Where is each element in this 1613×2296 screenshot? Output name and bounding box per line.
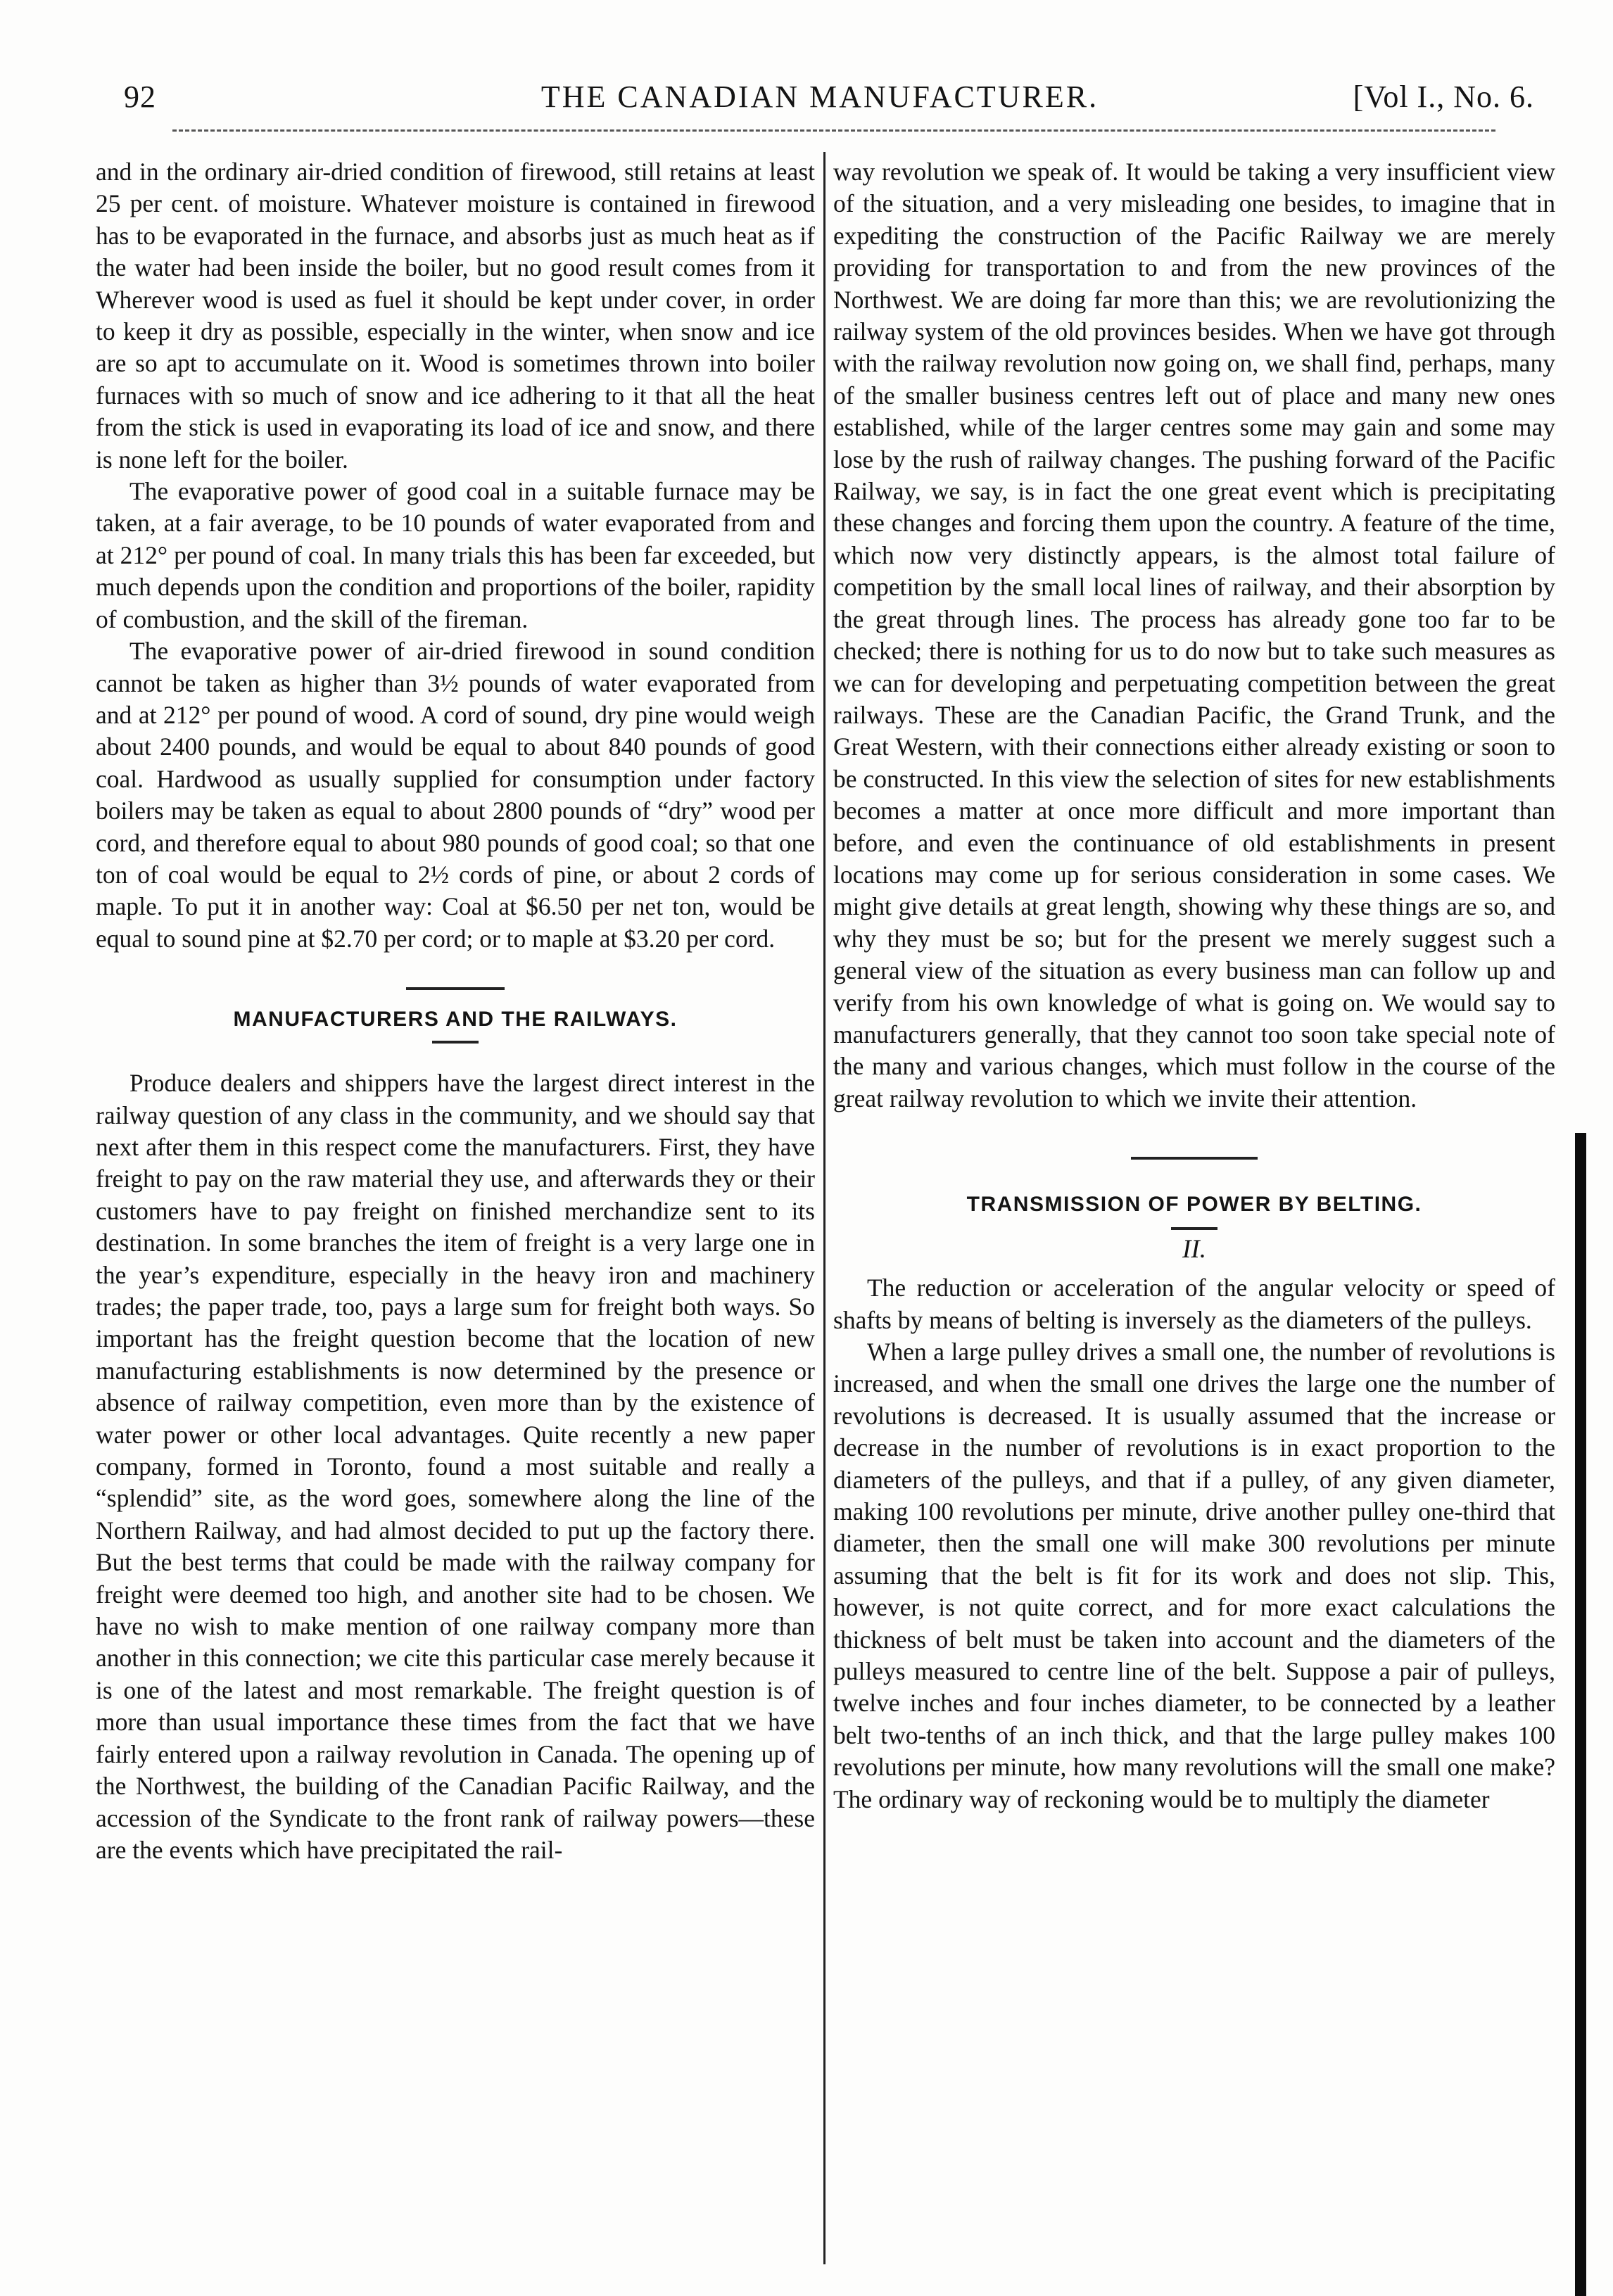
- pulley-revolutions-paragraph: When a large pulley drives a small one, the number of revolutions is increased, and when the small one drives the large one the number of revolutions is decreased. It is usually assumed that the increase or decrease in the number of revolutions is in exact proportion to the diameters of the pulleys, and that if a pulley, of any given diameter, making 100 revolutions per minute, drive another pulley one-third that diameter, then the small one will make 300 revolutions per minute assuming that the belt is fit for its work and does not slip. This, however, is not quite correct, and for more exact calculations the thickness of belt must be taken into account and the diameters of the pulleys measured to centre line of the belt. Suppose a pair of pulleys, twelve inches and four inches diameter, to be connected by a leather belt two-tenths of an inch thick, and that the large pulley makes 100 revolutions per minute, how many revolutions will the small one make? The ordinary way of reckoning would be to multiply the diameter: [833, 1338, 1555, 1813]
- railways-section-heading: MANUFACTURERS AND THE RAILWAYS.: [233, 1008, 678, 1032]
- firewood-paragraph: and in the ordinary air-dried condition of firewood, still retains at least 25 per cent. of moisture. Whatever moisture is contained in firewood has to be evaporated in the furnace, and absorbs just as much heat as if the water had been inside the boiler, but no good result comes from it Wherever wood is used as fuel it should be kept under cover, in order to keep it dry as possible, especially in the winter, when snow and ice are so apt to accumulate on it. Wood is sometimes thrown into boiler furnaces with so much of snow and ice adhering to it that all the heat from the stick is used in evaporating its load of ice and snow, and there is none left for the boiler.: [96, 158, 815, 474]
- spacer: [96, 1044, 815, 1067]
- running-header: [106, 79, 1534, 121]
- coal-evaporative-paragraph: The evaporative power of good coal in a suitable furnace may be taken, at a fair average, to be 10 pounds of water evaporated from and at 212° per pound of coal. In many trials this has been far exceeded, but much depends upon the condition and proportions of the boiler, rapidity of combustion, and the skill of the fireman.: [96, 477, 815, 633]
- scan-edge-shadow: [1575, 1133, 1586, 2296]
- spacer: [833, 1219, 1555, 1227]
- firewood-evaporative-paragraph: The evaporative power of air-dried firewood in sound condition cannot be taken as higher than 3½ pounds of water evaporated from and at 212° per pound of wood. A cord of sound, dry pine would weigh about 2400 pounds, and would be equal to about 840 pounds of good coal. Hardwood as usually supplied for consumption under factory boilers may be taken as equal to about 2800 pounds of “dry” wood per cord, and therefore equal to about 980 pounds of good coal; so that one ton of coal would be equal to 2½ cords of pine, or about 2 cords of maple. To put it in another way: Coal at $6.50 per net ton, would be equal to sound pine at $2.70 per cord; or to maple at $3.20 per cord.: [96, 637, 815, 953]
- spacer: [833, 1160, 1555, 1191]
- spacer: [96, 1034, 815, 1041]
- spacer: [833, 1265, 1555, 1272]
- header-rule: [172, 129, 1495, 132]
- spacer: [833, 1115, 1555, 1157]
- railway-revolution-paragraph: way revolution we speak of. It would be taking a very insufficient view of the situation, and a very misleading one besides, to imagine that in expediting the construction of the Pacific Railway we are merely providing for transportation to and from the new provinces of the Northwest. We are doing far more than this; we are revolutionizing the railway system of the old provinces besides. When we have got through with the railway revolution now going on, we shall find, perhaps, many of the smaller business centres left out of place and many new ones established, while of the larger centres some may gain and some may lose by the rush of railway changes. The pushing forward of the Pacific Railway, we say, is in fact the one great event which is precipitating these changes and forcing them upon the country. A feature of the time, which now very distinctly appears, is the almost total failure of competition by the small local lines of railway, and their absorption by the great through lines. The process has already gone too far to be checked; there is nothing for us to do now but to take such measures as we can for developing and perpetuating competition between the great railways. These are the Canadian Pacific, the Grand Trunk, and the Great Western, with their connections either already existing or soon to be constructed. In this view the selection of sites for new establishments becomes a matter at once more difficult and more important than before, and even the continuance of old establishments in present locations may come up for serious consideration in some cases. We might give details at great length, showing why these things are so, and why they must be so; but for the present we merely suggest such a general view of the situation as every business man can follow up and verify from his own knowledge of what is going on. We would say to manufacturers generally, that they cannot too soon take special note of the many and various changes, which must follow in the course of the great railway revolution to which we invite their attention.: [833, 158, 1555, 1112]
- publication-title: THE CANADIAN MANUFACTURER.: [540, 80, 1099, 114]
- belting-intro-paragraph: The reduction or acceleration of the angular velocity or speed of shafts by means of belting is inversely as the diameters of the pulleys.: [833, 1274, 1555, 1334]
- volume-number: [Vol I., No. 6.: [1353, 80, 1534, 114]
- spacer: [96, 955, 815, 987]
- section-number: II.: [1182, 1235, 1206, 1264]
- belting-section-heading: TRANSMISSION OF POWER BY BELTING.: [966, 1193, 1422, 1217]
- right-column: [833, 156, 1555, 1815]
- page-number: 92: [124, 80, 156, 114]
- left-column: [96, 156, 815, 1866]
- railways-paragraph: Produce dealers and shippers have the largest direct interest in the railway question of any class in the community, and we should say that next after them in this respect come the manufacturers. First, they have freight to pay on the raw material they use, and afterwards they or their customers have to pay freight on finished merchandize sent to its destination. In some branches the item of freight is a very large one in the year’s expenditure, especially in the heavy iron and machinery trades; the paper trade, too, pays a large sum for freight both ways. So important has the freight question become that the location of new manufacturing establishments is now determined by the presence or absence of railway competition, even more than by the existence of water power or other local advantages. Quite recently a new paper company, formed in Toronto, found a most suitable and really a “splendid” site, as the word goes, somewhere along the line of the Northern Railway, and had almost decided to put up the factory there. But the best terms that could be made with the railway company for freight were deemed too high, and another site had to be chosen. We have no wish to make mention of one railway company more than another in this connection; we cite this particular case merely because it is one of the latest and most remarkable. The freight question is of more than usual importance these times from the fact that we have fairly entered upon a railway revolution in Canada. The opening up of the Northwest, the building of the Canadian Pacific Railway, and the accession of the Syndicate to the front rank of railway powers—these are the events which have precipitated the rail-: [96, 1069, 815, 1864]
- spacer: [96, 990, 815, 1006]
- column-rule: [823, 152, 826, 2264]
